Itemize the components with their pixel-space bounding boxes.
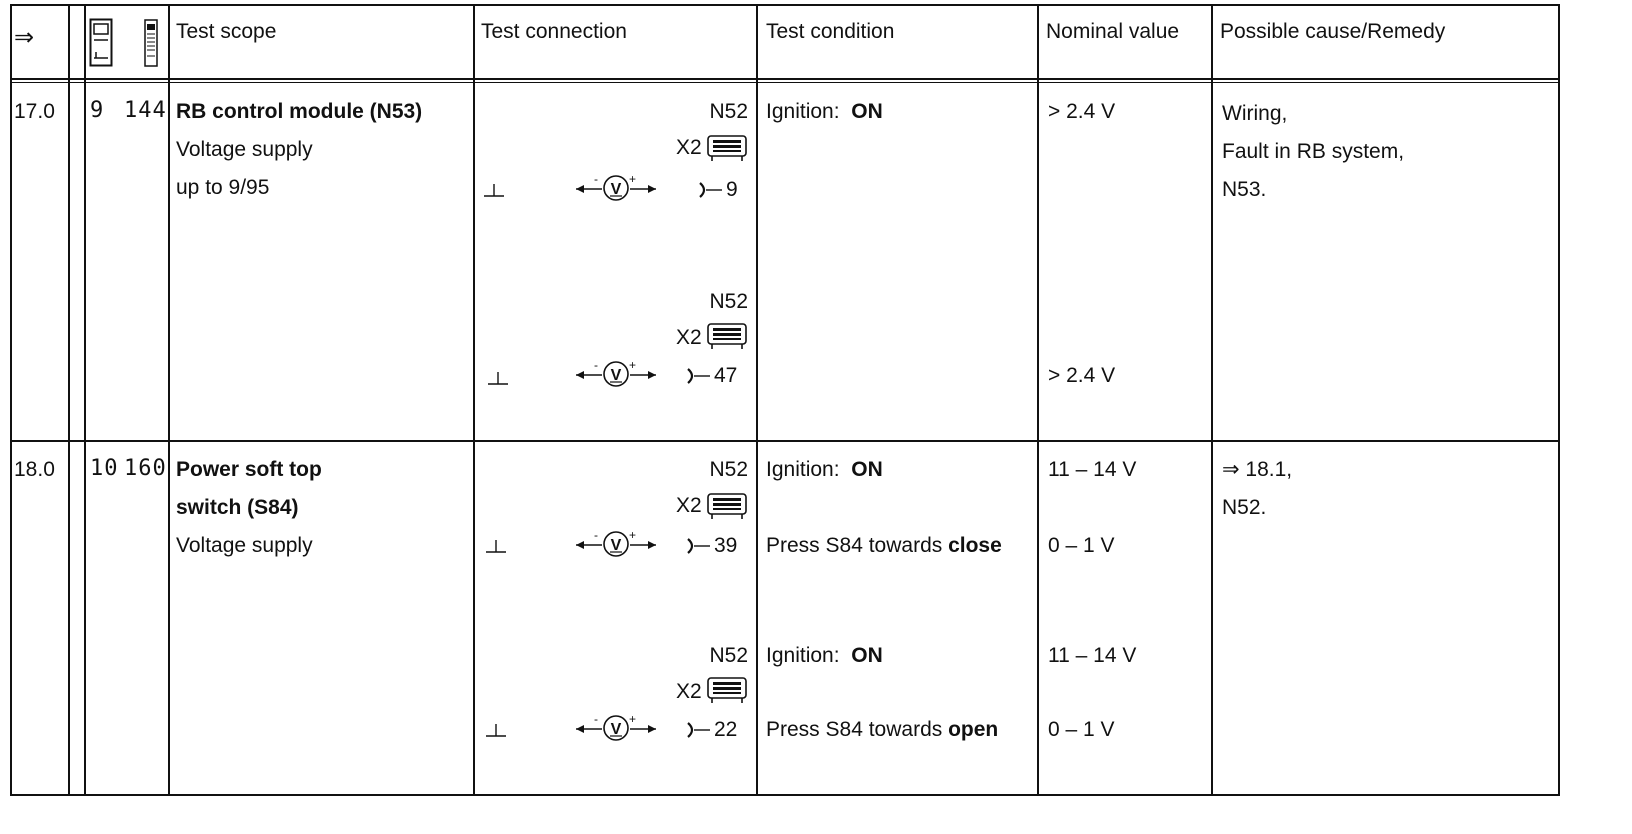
svg-text:V: V: [610, 367, 622, 384]
nominal-value: 11 – 14 V: [1048, 644, 1137, 667]
ground-symbol-icon: [484, 538, 508, 556]
connection-module: N52: [709, 290, 748, 313]
handheld-tester-icon: [142, 18, 160, 68]
connection-module: N52: [709, 644, 748, 667]
condition-label: Ignition:: [766, 100, 840, 123]
cause-line: ⇒ 18.1,: [1222, 458, 1293, 481]
nominal-value: 0 – 1 V: [1048, 718, 1115, 741]
connector-icon: [706, 322, 748, 350]
column-divider: [756, 6, 758, 794]
svg-text:V: V: [610, 181, 622, 198]
scope-title: RB control module (N53): [176, 100, 423, 123]
header-test-condition: Test condition: [766, 20, 895, 43]
connection-pin: 39: [714, 534, 738, 557]
column-divider: [473, 6, 475, 794]
pin-socket-icon: [684, 720, 714, 740]
cause-line: Fault in RB system,: [1222, 140, 1405, 163]
scope-title: switch (S84): [176, 496, 299, 519]
connector-icon: [706, 676, 748, 704]
cause-line: Wiring,: [1222, 102, 1288, 125]
condition-value: ON: [851, 458, 883, 481]
column-divider: [1037, 6, 1039, 794]
nominal-value: 11 – 14 V: [1048, 458, 1137, 481]
condition-text: [766, 718, 998, 742]
lcd-value-a: 9: [90, 98, 105, 123]
pin-socket-icon: [696, 180, 726, 200]
pin-socket-icon: [684, 536, 714, 556]
scope-line: Voltage supply: [176, 534, 313, 557]
condition-text: [766, 100, 883, 124]
connection-pin: 22: [714, 718, 738, 741]
svg-text:-: -: [594, 712, 598, 726]
voltmeter-icon: [574, 528, 658, 558]
connection-connector: X2: [676, 680, 702, 703]
connection-connector: X2: [676, 494, 702, 517]
svg-text:-: -: [594, 358, 598, 372]
column-divider: [84, 6, 86, 794]
connector-icon: [706, 492, 748, 520]
multimeter-icon: [89, 18, 113, 68]
lcd-value-a: 10: [90, 456, 119, 481]
connection-module: N52: [709, 458, 748, 481]
header-arrow: ⇒: [14, 24, 35, 51]
svg-text:+: +: [629, 172, 637, 186]
condition-value: ON: [851, 100, 883, 123]
cause-line: N53.: [1222, 178, 1267, 201]
svg-text:-: -: [594, 172, 598, 186]
svg-text:-: -: [594, 528, 598, 542]
nominal-value: > 2.4 V: [1048, 364, 1116, 387]
column-divider: [68, 6, 70, 794]
column-divider: [1211, 6, 1213, 794]
condition-label: Press S84 towards: [766, 534, 943, 557]
header-test-scope: Test scope: [176, 20, 277, 43]
nominal-value: > 2.4 V: [1048, 100, 1116, 123]
connection-pin: 9: [726, 178, 738, 201]
condition-text: [766, 458, 883, 482]
svg-text:V: V: [610, 721, 622, 738]
svg-text:+: +: [629, 528, 637, 542]
svg-text:+: +: [629, 358, 637, 372]
ground-symbol-icon: [484, 722, 508, 740]
condition-value: close: [948, 534, 1002, 557]
condition-value: ON: [851, 644, 883, 667]
step-number: 17.0: [14, 100, 55, 123]
header-divider: [12, 78, 1558, 80]
column-divider: [168, 6, 170, 794]
connection-module: N52: [709, 100, 748, 123]
svg-text:+: +: [629, 712, 637, 726]
condition-label: Ignition:: [766, 458, 840, 481]
scope-line: Voltage supply: [176, 138, 313, 161]
row-divider: [12, 440, 1558, 442]
step-number: 18.0: [14, 458, 55, 481]
connector-icon: [706, 134, 748, 162]
voltmeter-icon: [574, 712, 658, 742]
voltmeter-icon: [574, 358, 658, 388]
lcd-value-b: 160: [124, 456, 167, 481]
pin-socket-icon: [684, 366, 714, 386]
nominal-value: 0 – 1 V: [1048, 534, 1115, 557]
condition-text: [766, 644, 883, 668]
ground-symbol-icon: [486, 370, 510, 388]
condition-label: Ignition:: [766, 644, 840, 667]
connection-connector: X2: [676, 136, 702, 159]
header-divider-double: [12, 82, 1558, 83]
scope-line: up to 9/95: [176, 176, 270, 199]
condition-value: open: [948, 718, 999, 741]
condition-label: Press S84 towards: [766, 718, 943, 741]
scope-title: Power soft top: [176, 458, 322, 481]
svg-text:V: V: [610, 537, 622, 554]
voltmeter-icon: [574, 172, 658, 202]
header-test-connection: Test connection: [481, 20, 627, 43]
connection-connector: X2: [676, 326, 702, 349]
ground-symbol-icon: [482, 182, 506, 200]
header-possible-cause: Possible cause/Remedy: [1220, 20, 1446, 43]
condition-text: [766, 534, 1002, 558]
connection-pin: 47: [714, 364, 738, 387]
header-nominal-value: Nominal value: [1046, 20, 1180, 43]
lcd-value-b: 144: [124, 98, 167, 123]
cause-line: N52.: [1222, 496, 1267, 519]
